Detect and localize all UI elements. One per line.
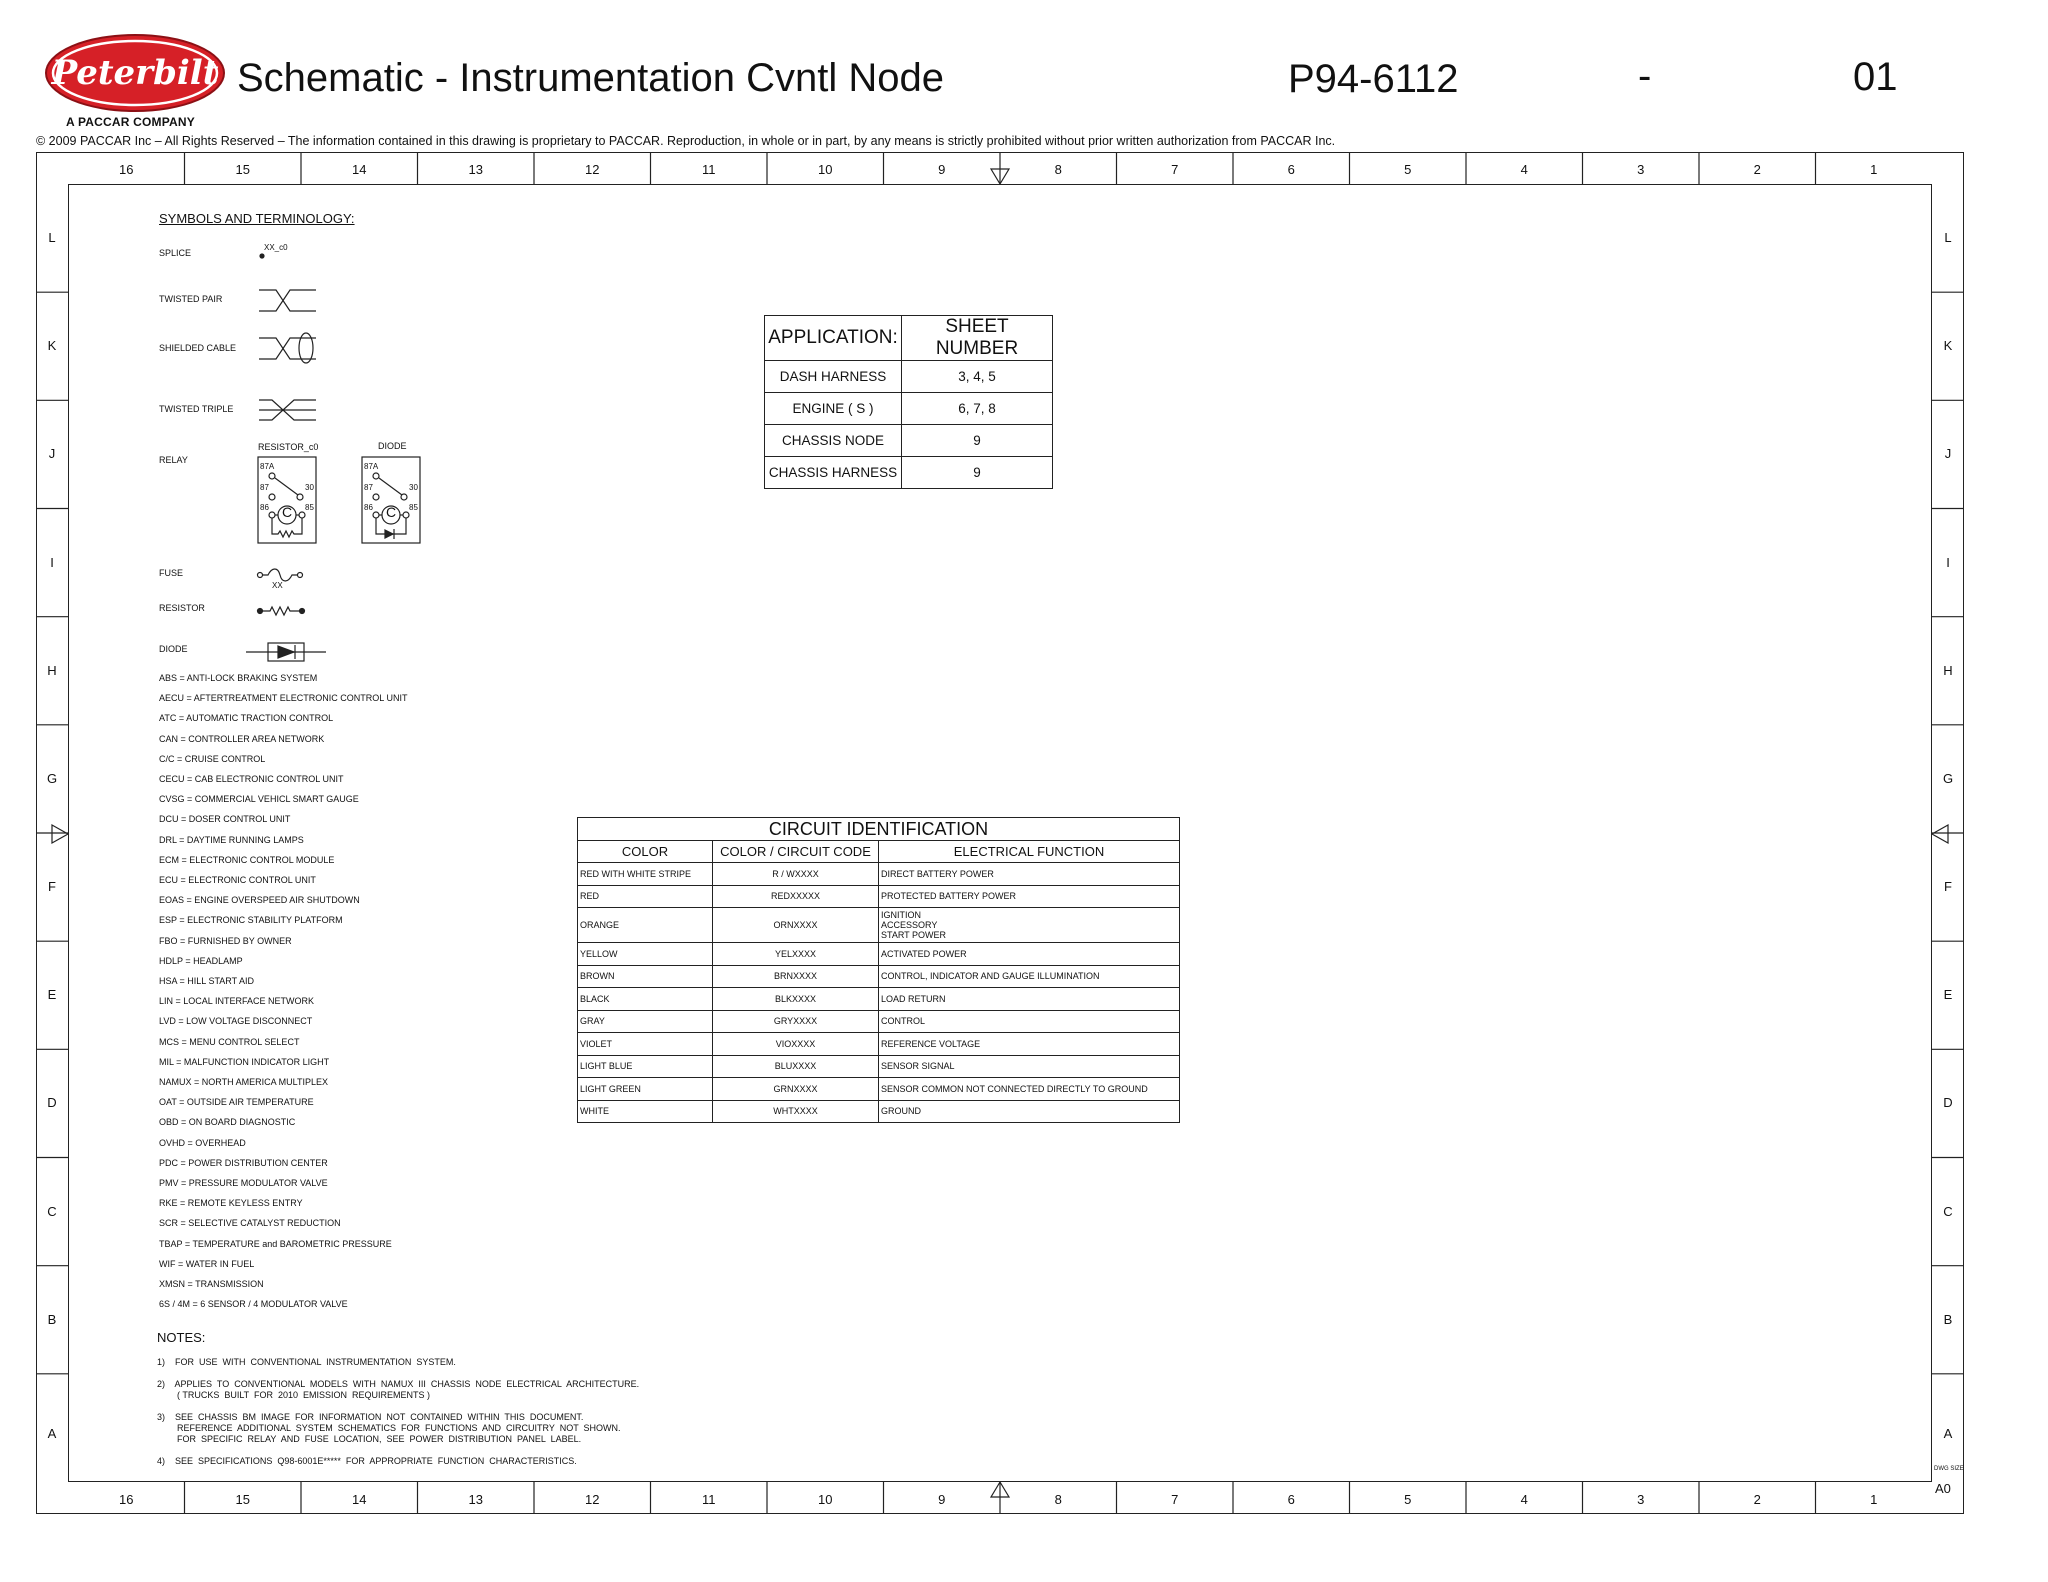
row-zone-right: K [1943,338,1953,354]
circuit-code-cell: YELXXXX [713,943,879,966]
circuit-code-cell: GRNXXXX [713,1078,879,1101]
table-row [765,393,1053,425]
table-row [578,943,1180,966]
row-zone-left: D [47,1095,57,1111]
application-cell: DASH HARNESS [765,361,902,393]
column-zone-top: 15 [235,162,250,177]
circuit-function-cell: SENSOR COMMON NOT CONNECTED DIRECTLY TO GROUND [879,1078,1180,1101]
fuse-label: FUSE [159,568,184,578]
column-zone-bottom: 13 [468,1492,483,1507]
splice-icon [260,254,264,258]
abbreviation-item: ATC = AUTOMATIC TRACTION CONTROL [159,713,334,724]
row-zone-left: L [48,230,56,246]
column-zone-top: 6 [1287,162,1295,177]
column-zone-bottom: 4 [1520,1492,1528,1507]
column-zone-bottom: 12 [585,1492,600,1507]
abbreviation-item: HSA = HILL START AID [159,976,254,986]
abbreviation-item: 6S / 4M = 6 SENSOR / 4 MODULATOR VALVE [159,1299,348,1310]
svg-text:Peterbilt: Peterbilt [51,53,219,93]
abbreviation-item: DCU = DOSER CONTROL UNIT [159,814,291,825]
abbreviation-item: LVD = LOW VOLTAGE DISCONNECT [159,1016,313,1027]
row-zone-right: G [1942,770,1954,786]
circuit-color-cell: LIGHT GREEN [578,1078,713,1101]
shielded-cable-icon [259,333,316,363]
table-row [765,425,1053,457]
row-zone-left: I [50,554,54,570]
row-zone-right: I [1946,554,1950,570]
table-row [578,863,1180,886]
column-zone-top: 3 [1637,162,1645,177]
abbreviation-item: HDLP = HEADLAMP [159,955,243,966]
sheet-cell: 3, 4, 5 [902,361,1053,393]
circuit-color-cell: BLACK [578,988,713,1011]
sheet-number-header: SHEET NUMBER [902,316,1053,361]
abbreviation-item: RKE = REMOTE KEYLESS ENTRY [159,1198,303,1209]
column-zone-bottom: 7 [1171,1492,1179,1507]
column-zone-top: 16 [119,162,134,177]
column-zone-bottom: 15 [235,1492,250,1507]
column-zone-bottom: 14 [352,1492,367,1507]
note-2: 2) APPLIES TO CONVENTIONAL MODELS WITH NAMUX III CHASSIS NODE ELECTRICAL ARCHITECTURE. ( TRUCKS BUILT FOR 2010 EMISSION REQUIREMENTS ) [157,1379,640,1400]
sheet-cell: 9 [902,457,1053,489]
circuit-color-cell: VIOLET [578,1033,713,1056]
relay1-pin-30: 30 [305,483,314,492]
circuit-color-cell: WHITE [578,1100,713,1123]
circuit-function-cell: IGNITION ACCESSORY START POWER [879,908,1180,943]
paccar-company-label: A PACCAR COMPANY [66,115,195,129]
abbreviation-item: CECU = CAB ELECTRONIC CONTROL UNIT [159,774,344,784]
circuit-function-cell: SENSOR SIGNAL [879,1055,1180,1078]
abbreviation-item: LIN = LOCAL INTERFACE NETWORK [159,996,314,1007]
column-zone-bottom: 5 [1404,1492,1412,1507]
circuit-color-cell: BROWN [578,965,713,988]
circuit-code-cell: BLKXXXX [713,988,879,1011]
abbreviation-item: AECU = AFTERTREATMENT ELECTRONIC CONTROL UNIT [159,693,408,704]
abbreviation-item: XMSN = TRANSMISSION [159,1279,264,1289]
resistor-label: RESISTOR [159,603,205,613]
circuit-identification-table [577,817,1180,1123]
relay2-pin-87a: 87A [364,462,379,471]
symbols-heading: SYMBOLS AND TERMINOLOGY: [159,211,355,226]
circuit-code-cell: GRYXXXX [713,1010,879,1033]
relay1-pin-87a: 87A [260,462,275,471]
table-row [578,908,1180,943]
column-zone-bottom: 11 [702,1492,716,1507]
column-zone-bottom: 9 [938,1492,946,1507]
dwg-size-value: A0 [1935,1481,1951,1496]
column-zone-top: 11 [702,162,716,177]
circuit-code-cell: ORNXXXX [713,908,879,943]
relay-resistor-icon [258,457,316,543]
circuit-color-cell: LIGHT BLUE [578,1055,713,1078]
table-row [578,1010,1180,1033]
drawing-number: P94-6112 [1288,57,1459,101]
table-row [578,1078,1180,1101]
circuit-color-cell: GRAY [578,1010,713,1033]
row-zone-left: J [48,446,56,462]
row-zone-left: A [47,1425,57,1441]
row-zone-right: C [1943,1203,1953,1219]
abbreviation-item: PDC = POWER DISTRIBUTION CENTER [159,1157,328,1168]
sheet-cell: 6, 7, 8 [902,393,1053,425]
row-zone-left: F [48,879,56,895]
abbreviation-item: ECM = ELECTRONIC CONTROL MODULE [159,854,335,865]
copyright-notice: © 2009 PACCAR Inc – All Rights Reserved – The information contained in this drawing is proprietary to PACCAR. Reproduction, in whole or in part, by any means is strictly prohibited without prior written authorization from PACCAR Inc. [36,134,1336,148]
diode-label: DIODE [159,644,188,654]
abbreviation-item: OVHD = OVERHEAD [159,1137,246,1148]
abbreviation-item: PMV = PRESSURE MODULATOR VALVE [159,1178,328,1188]
relay1-pin-86: 86 [260,503,269,512]
column-zone-top: 1 [1870,162,1878,177]
application-header: APPLICATION: [765,316,902,361]
circuit-function-cell: PROTECTED BATTERY POWER [879,885,1180,908]
circuit-function-cell: DIRECT BATTERY POWER [879,863,1180,886]
table-row [578,988,1180,1011]
column-zone-bottom: 2 [1753,1492,1761,1507]
abbreviation-item: WIF = WATER IN FUEL [159,1258,255,1269]
circuit-code-cell: BLUXXXX [713,1055,879,1078]
abbreviation-item: NAMUX = NORTH AMERICA MULTIPLEX [159,1077,328,1087]
twisted-pair-label: TWISTED PAIR [159,294,223,304]
circuit-color-cell: RED [578,885,713,908]
column-zone-bottom: 16 [119,1492,134,1507]
abbreviation-item: SCR = SELECTIVE CATALYST REDUCTION [159,1218,341,1229]
fuse-icon [258,569,303,581]
column-zone-top: 12 [585,162,600,177]
row-zone-right: L [1944,230,1952,246]
table-row [578,965,1180,988]
relay2-pin-87: 87 [364,483,373,492]
circuit-function-cell: GROUND [879,1100,1180,1123]
resistor-icon [258,607,305,615]
table-row [578,1100,1180,1123]
circuit-code-cell: WHTXXXX [713,1100,879,1123]
circuit-table-title: CIRCUIT IDENTIFICATION [578,818,1180,841]
circuit-function-cell: REFERENCE VOLTAGE [879,1033,1180,1056]
abbreviation-item: C/C = CRUISE CONTROL [159,753,266,764]
revision-number: 01 [1853,55,1898,99]
abbreviation-item: DRL = DAYTIME RUNNING LAMPS [159,834,304,845]
abbreviation-item: MIL = MALFUNCTION INDICATOR LIGHT [159,1056,330,1067]
row-zone-left: B [47,1311,57,1327]
column-zone-top: 5 [1404,162,1412,177]
row-zone-left: C [47,1203,57,1219]
column-zone-bottom: 1 [1870,1492,1878,1507]
column-zone-top: 7 [1171,162,1179,177]
column-zone-top: 10 [818,162,833,177]
column-zone-bottom: 8 [1054,1492,1062,1507]
circuit-code-header: COLOR / CIRCUIT CODE [713,841,879,863]
dwg-size-label: DWG SIZE [1934,1466,1964,1472]
note-1: 1) FOR USE WITH CONVENTIONAL INSTRUMENTATION SYSTEM. [157,1357,456,1367]
table-row [578,1033,1180,1056]
note-3: 3) SEE CHASSIS BM IMAGE FOR INFORMATION NOT CONTAINED WITHIN THIS DOCUMENT. REFERENCE ADDITIONAL SYSTEM SCHEMATICS FOR FUNCTIONS AND CIRCUITRY NOT SHOWN. FOR SPECIFIC RELAY AND FUSE LOCATION, SEE POWER DISTRIBUTION PANEL LABEL. [157,1412,621,1444]
circuit-function-cell: ACTIVATED POWER [879,943,1180,966]
table-row [765,457,1053,489]
application-table [764,315,1053,489]
relay2-pin-85: 85 [409,503,418,512]
abbreviation-item: TBAP = TEMPERATURE and BAROMETRIC PRESSURE [159,1238,392,1249]
application-cell: CHASSIS NODE [765,425,902,457]
row-zone-left: E [47,987,57,1003]
page-title: Schematic - Instrumentation Cvntl Node [237,56,944,100]
circuit-color-cell: RED WITH WHITE STRIPE [578,863,713,886]
relay1-pin-85: 85 [305,503,314,512]
row-zone-right: A [1943,1425,1953,1441]
relay2-pin-30: 30 [409,483,418,492]
drawing-dash: - [1638,54,1652,98]
abbreviation-item: OBD = ON BOARD DIAGNOSTIC [159,1117,296,1128]
abbreviation-item: FBO = FURNISHED BY OWNER [159,935,292,946]
abbreviation-item: ECU = ELECTRONIC CONTROL UNIT [159,875,316,885]
circuit-function-cell: LOAD RETURN [879,988,1180,1011]
table-row [578,885,1180,908]
diode-icon [246,643,326,661]
application-cell: CHASSIS HARNESS [765,457,902,489]
circuit-function-header: ELECTRICAL FUNCTION [879,841,1180,863]
column-zone-top: 8 [1054,162,1062,177]
splice-label: SPLICE [159,248,192,258]
twisted-pair-icon [259,290,316,311]
column-zone-bottom: 10 [818,1492,833,1507]
row-zone-left: G [46,770,58,786]
application-cell: ENGINE ( S ) [765,393,902,425]
row-zone-right: F [1944,879,1952,895]
row-zone-right: B [1943,1311,1953,1327]
column-zone-top: 4 [1520,162,1528,177]
table-row [578,1055,1180,1078]
circuit-function-cell: CONTROL [879,1010,1180,1033]
note-4: 4) SEE SPECIFICATIONS Q98-6001E***** FOR APPROPRIATE FUNCTION CHARACTERISTICS. [157,1456,577,1466]
column-zone-top: 14 [352,162,367,177]
circuit-color-header: COLOR [578,841,713,863]
sheet-cell: 9 [902,425,1053,457]
circuit-code-cell: R / WXXXX [713,863,879,886]
abbreviation-item: CVSG = COMMERCIAL VEHICL SMART GAUGE [159,794,359,805]
row-zone-right: D [1943,1095,1953,1111]
splice-tag: XX_c0 [264,243,288,252]
row-zone-right: J [1944,446,1952,462]
abbreviation-item: OAT = OUTSIDE AIR TEMPERATURE [159,1097,314,1108]
abbreviation-item: CAN = CONTROLLER AREA NETWORK [159,733,325,744]
relay2-coil-label: C [386,504,397,520]
relay2-pin-86: 86 [364,503,373,512]
circuit-code-cell: VIOXXXX [713,1033,879,1056]
notes-heading: NOTES: [157,1330,206,1345]
relay1-coil-label: C [282,504,293,520]
column-zone-bottom: 6 [1287,1492,1295,1507]
abbreviation-item: ESP = ELECTRONIC STABILITY PLATFORM [159,915,343,926]
twisted-triple-label: TWISTED TRIPLE [159,404,234,414]
fuse-tag: XX [272,581,283,590]
column-zone-top: 9 [938,162,946,177]
circuit-color-cell: ORANGE [578,908,713,943]
relay-diode-icon [362,457,420,543]
twisted-triple-icon [259,400,316,420]
abbreviation-item: EOAS = ENGINE OVERSPEED AIR SHUTDOWN [159,895,360,906]
relay1-pin-87: 87 [260,483,269,492]
row-zone-right: E [1943,987,1953,1003]
column-zone-top: 2 [1753,162,1761,177]
circuit-color-cell: YELLOW [578,943,713,966]
row-zone-left: H [47,662,57,678]
relay-diode-label: DIODE [378,441,407,451]
shielded-cable-label: SHIELDED CABLE [159,343,237,353]
circuit-code-cell: BRNXXXX [713,965,879,988]
row-zone-left: K [47,338,57,354]
table-row [765,361,1053,393]
row-zone-right: H [1943,662,1953,678]
abbreviation-item: MCS = MENU CONTROL SELECT [159,1036,300,1047]
circuit-code-cell: REDXXXXX [713,885,879,908]
relay-label: RELAY [159,455,188,465]
column-zone-top: 13 [468,162,483,177]
circuit-function-cell: CONTROL, INDICATOR AND GAUGE ILLUMINATION [879,965,1180,988]
relay-resistor-label: RESISTOR_c0 [258,442,319,452]
abbreviation-item: ABS = ANTI-LOCK BRAKING SYSTEM [159,673,318,683]
column-zone-bottom: 3 [1637,1492,1645,1507]
